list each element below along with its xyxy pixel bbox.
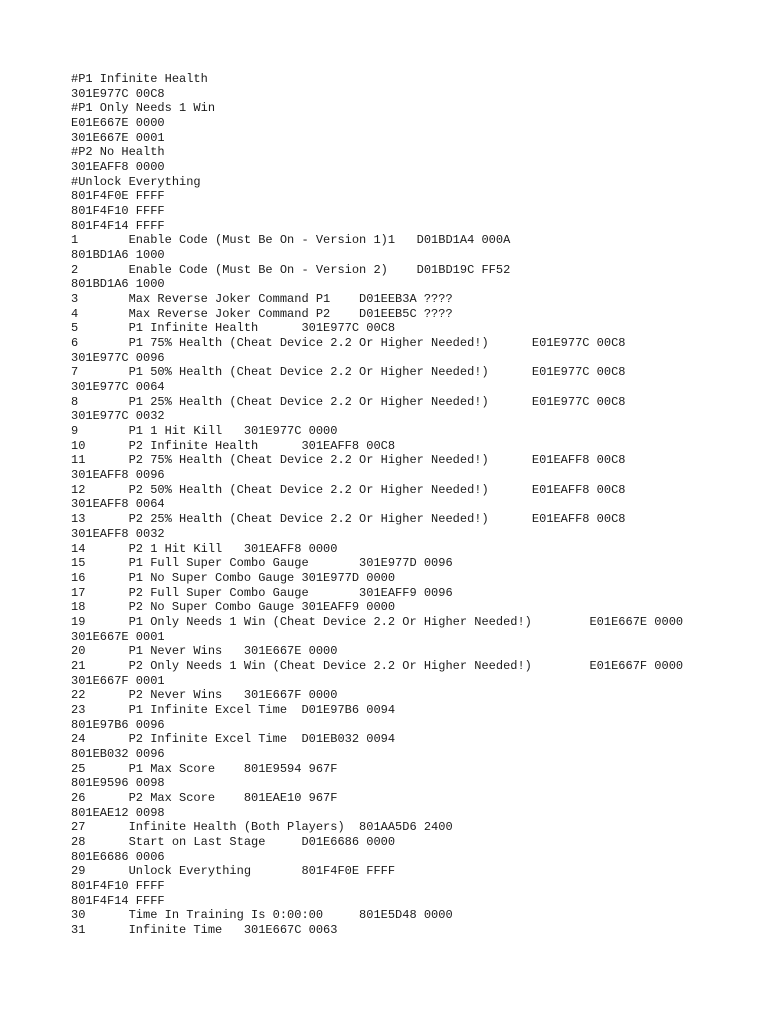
text-line: 801EB032 0096 — [71, 746, 165, 761]
text-line: 801BD1A6 1000 — [71, 277, 165, 292]
text-line: 801BD1A6 1000 — [71, 248, 165, 263]
text-line: 9 P1 1 Hit Kill 301E977C 0000 — [71, 424, 338, 439]
text-line: 301E977C 00C8 — [71, 86, 165, 101]
text-line: 23 P1 Infinite Excel Time D01E97B6 0094 — [71, 702, 396, 717]
text-line: 301EAFF8 0000 — [71, 160, 165, 175]
text-line: 24 P2 Infinite Excel Time D01EB032 0094 — [71, 732, 396, 747]
text-line: 28 Start on Last Stage D01E6686 0000 — [71, 834, 396, 849]
text-line: #P2 No Health — [71, 145, 165, 160]
text-line: 801F4F14 FFFF — [71, 893, 165, 908]
text-line: 8 P1 25% Health (Cheat Device 2.2 Or Higher Needed!) E01E977C 00C8 — [71, 394, 626, 409]
text-line: 11 P2 75% Health (Cheat Device 2.2 Or Higher Needed!) E01EAFF8 00C8 — [71, 453, 626, 468]
text-line: 18 P2 No Super Combo Gauge 301EAFF9 0000 — [71, 600, 396, 615]
text-line: 301E977C 0096 — [71, 350, 165, 365]
text-line: 6 P1 75% Health (Cheat Device 2.2 Or Higher Needed!) E01E977C 00C8 — [71, 336, 626, 351]
text-line: 17 P2 Full Super Combo Gauge 301EAFF9 0096 — [71, 585, 453, 600]
text-line: 2 Enable Code (Must Be On - Version 2) D01BD19C FF52 — [71, 262, 511, 277]
text-line: 801F4F0E FFFF — [71, 189, 165, 204]
text-line: 301E977C 0064 — [71, 380, 165, 395]
text-line: 301E667F 0001 — [71, 673, 165, 688]
text-line: 14 P2 1 Hit Kill 301EAFF8 0000 — [71, 541, 338, 556]
text-line: 801E97B6 0096 — [71, 717, 165, 732]
text-line: 22 P2 Never Wins 301E667F 0000 — [71, 688, 338, 703]
text-line: 19 P1 Only Needs 1 Win (Cheat Device 2.2 Or Higher Needed!) E01E667E 0000 — [71, 614, 684, 629]
text-line: 801F4F10 FFFF — [71, 878, 165, 893]
text-line: 801E9596 0098 — [71, 776, 165, 791]
text-line: 301E667E 0001 — [71, 629, 165, 644]
text-line: #P1 Only Needs 1 Win — [71, 101, 216, 116]
text-line: 26 P2 Max Score 801EAE10 967F — [71, 790, 338, 805]
text-line: 801E6686 0006 — [71, 849, 165, 864]
text-line: 3 Max Reverse Joker Command P1 D01EEB3A ???? — [71, 292, 453, 307]
text-line: 12 P2 50% Health (Cheat Device 2.2 Or Higher Needed!) E01EAFF8 00C8 — [71, 482, 626, 497]
text-line: 4 Max Reverse Joker Command P2 D01EEB5C ???? — [71, 306, 453, 321]
text-line: E01E667E 0000 — [71, 116, 165, 131]
text-line: 21 P2 Only Needs 1 Win (Cheat Device 2.2 Or Higher Needed!) E01E667F 0000 — [71, 658, 684, 673]
text-line: 31 Infinite Time 301E667C 0063 — [71, 922, 338, 937]
text-line: 801F4F14 FFFF — [71, 218, 165, 233]
text-line: #Unlock Everything — [71, 174, 201, 189]
text-line: 301EAFF8 0064 — [71, 497, 165, 512]
text-line: 7 P1 50% Health (Cheat Device 2.2 Or Higher Needed!) E01E977C 00C8 — [71, 365, 626, 380]
text-line: 801EAE12 0098 — [71, 805, 165, 820]
cheat-code-document — [71, 72, 751, 938]
text-line: 25 P1 Max Score 801E9594 967F — [71, 761, 338, 776]
text-line: 1 Enable Code (Must Be On - Version 1)1 D01BD1A4 000A — [71, 233, 511, 248]
text-line: 15 P1 Full Super Combo Gauge 301E977D 0096 — [71, 556, 453, 571]
text-line: 13 P2 25% Health (Cheat Device 2.2 Or Higher Needed!) E01EAFF8 00C8 — [71, 512, 626, 527]
text-line: 10 P2 Infinite Health 301EAFF8 00C8 — [71, 438, 396, 453]
text-line: #P1 Infinite Health — [71, 72, 208, 86]
text-line: 301E977C 0032 — [71, 409, 165, 424]
text-line: 301E667E 0001 — [71, 130, 165, 145]
text-line: 5 P1 Infinite Health 301E977C 00C8 — [71, 321, 396, 336]
text-line: 27 Infinite Health (Both Players) 801AA5D6 2400 — [71, 820, 453, 835]
text-line: 301EAFF8 0096 — [71, 468, 165, 483]
text-line: 801F4F10 FFFF — [71, 204, 165, 219]
text-line: 29 Unlock Everything 801F4F0E FFFF — [71, 864, 396, 879]
text-line: 30 Time In Training Is 0:00:00 801E5D48 0000 — [71, 908, 453, 923]
text-line: 16 P1 No Super Combo Gauge 301E977D 0000 — [71, 570, 396, 585]
text-line: 301EAFF8 0032 — [71, 526, 165, 541]
text-line: 20 P1 Never Wins 301E667E 0000 — [71, 644, 338, 659]
